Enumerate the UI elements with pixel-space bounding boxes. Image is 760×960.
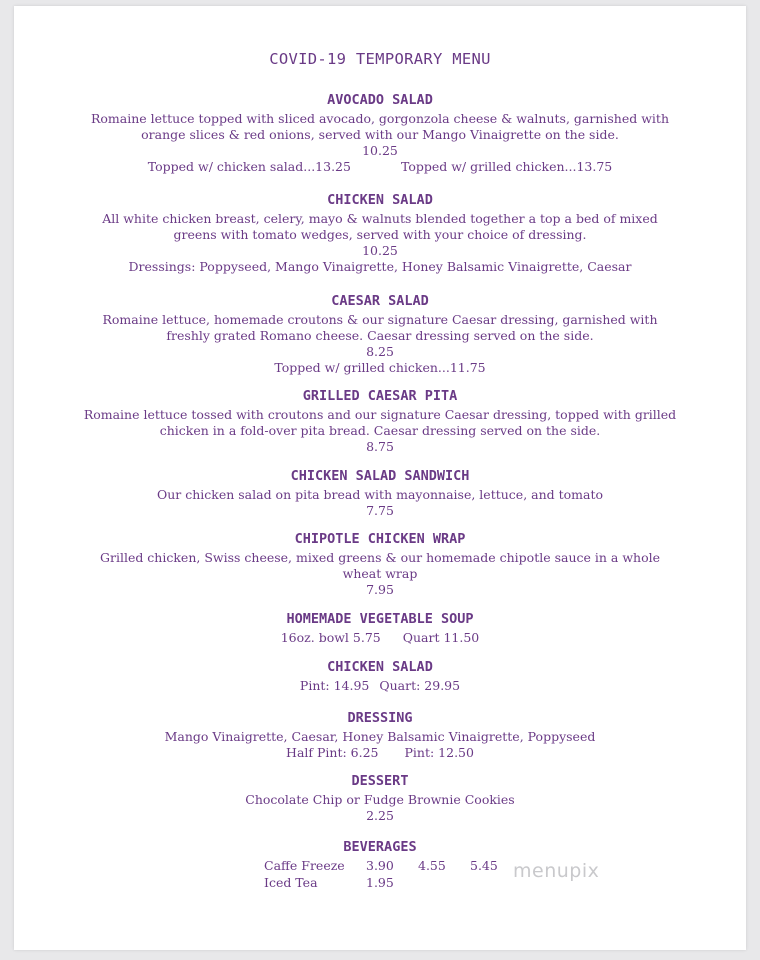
half-pint-price: Half Pint: 6.25 <box>286 745 379 760</box>
item-price: 8.75 <box>366 439 394 454</box>
dressing-choices: Dressings: Poppyseed, Mango Vinaigrette, Honey Balsamic Vinaigrette, Caesar <box>128 259 632 274</box>
item-description: wheat wrap <box>342 566 418 581</box>
soup-quart-price: Quart 11.50 <box>402 630 480 645</box>
option-chicken-salad: Topped w/ chicken salad...13.25 <box>147 159 351 174</box>
section-caesar-salad <box>14 291 746 376</box>
option-grilled-chicken: Topped w/ grilled chicken...11.75 <box>274 360 486 375</box>
item-description: orange slices & red onions, served with our Mango Vinaigrette on the side. <box>141 127 619 142</box>
section-dessert <box>14 771 746 824</box>
item-description: Romaine lettuce, homemade croutons & our signature Caesar dressing, garnished with <box>102 312 658 327</box>
table-row <box>264 874 498 891</box>
quart-price: Quart: 29.95 <box>379 678 461 693</box>
menu-page <box>14 6 746 950</box>
item-description: greens with tomato wedges, served with your choice of dressing. <box>173 227 587 242</box>
beverage-name: Iced Tea <box>264 875 318 890</box>
item-price: 8.25 <box>366 344 394 359</box>
beverage-price: 4.55 <box>418 858 446 873</box>
dressing-prices <box>14 745 746 761</box>
topping-options <box>14 159 746 175</box>
dressing-list: Mango Vinaigrette, Caesar, Honey Balsamic Vinaigrette, Poppyseed <box>164 729 596 744</box>
beverage-price: 5.45 <box>470 858 498 873</box>
section-heading: CHICKEN SALAD <box>327 192 433 208</box>
soup-bowl-price: 16oz. bowl 5.75 <box>280 630 381 645</box>
pint-price: Pint: 12.50 <box>404 745 474 760</box>
item-description: Grilled chicken, Swiss cheese, mixed greens & our homemade chipotle sauce in a whole <box>99 550 660 565</box>
section-chicken-salad <box>14 190 746 275</box>
item-price: 10.25 <box>362 143 398 158</box>
section-heading: CHICKEN SALAD <box>327 659 433 675</box>
beverage-price <box>470 874 498 891</box>
section-chicken-salad-sandwich <box>14 466 746 519</box>
bulk-prices <box>14 678 746 694</box>
item-price: 2.25 <box>366 808 394 823</box>
section-heading: DESSERT <box>351 773 409 789</box>
item-description: Chocolate Chip or Fudge Brownie Cookies <box>245 792 515 807</box>
pint-price: Pint: 14.95 <box>299 678 370 693</box>
section-chipotle-chicken-wrap <box>14 529 746 598</box>
item-description: chicken in a fold-over pita bread. Caesar dressing served on the side. <box>159 423 601 438</box>
item-price: 10.25 <box>362 243 398 258</box>
section-heading: AVOCADO SALAD <box>327 92 433 108</box>
section-heading: CHICKEN SALAD SANDWICH <box>290 468 470 484</box>
soup-prices <box>14 630 746 646</box>
section-heading: CAESAR SALAD <box>331 293 429 309</box>
item-description: All white chicken breast, celery, mayo & walnuts blended together a top a bed of mixed <box>102 211 658 226</box>
item-description: freshly grated Romano cheese. Caesar dressing served on the side. <box>166 328 594 343</box>
section-vegetable-soup <box>14 609 746 646</box>
item-price: 7.75 <box>366 503 394 518</box>
section-chicken-salad-bulk <box>14 657 746 694</box>
item-price: 7.95 <box>366 582 394 597</box>
section-heading: CHIPOTLE CHICKEN WRAP <box>294 531 466 547</box>
section-heading: DRESSING <box>347 710 413 726</box>
item-description: Our chicken salad on pita bread with mayonnaise, lettuce, and tomato <box>156 487 604 502</box>
menupix-watermark: menupix <box>513 860 600 882</box>
beverage-price <box>418 874 470 891</box>
section-grilled-caesar-pita <box>14 386 746 455</box>
table-row <box>264 857 498 874</box>
section-avocado-salad <box>14 90 746 175</box>
item-description: Romaine lettuce topped with sliced avocado, gorgonzola cheese & walnuts, garnished with <box>90 111 669 126</box>
section-heading: GRILLED CAESAR PITA <box>302 388 458 404</box>
section-heading: BEVERAGES <box>343 839 417 855</box>
beverage-name: Caffe Freeze <box>264 858 345 873</box>
beverage-price: 1.95 <box>366 875 394 890</box>
beverage-price: 3.90 <box>366 858 394 873</box>
section-heading: HOMEMADE VEGETABLE SOUP <box>286 611 474 627</box>
section-beverages <box>14 837 746 891</box>
section-dressing <box>14 708 746 761</box>
menu-title: COVID-19 TEMPORARY MENU <box>269 50 491 68</box>
beverage-price-table <box>264 857 498 891</box>
option-grilled-chicken: Topped w/ grilled chicken...13.75 <box>400 159 613 174</box>
item-description: Romaine lettuce tossed with croutons and our signature Caesar dressing, topped with grilled <box>83 407 677 422</box>
